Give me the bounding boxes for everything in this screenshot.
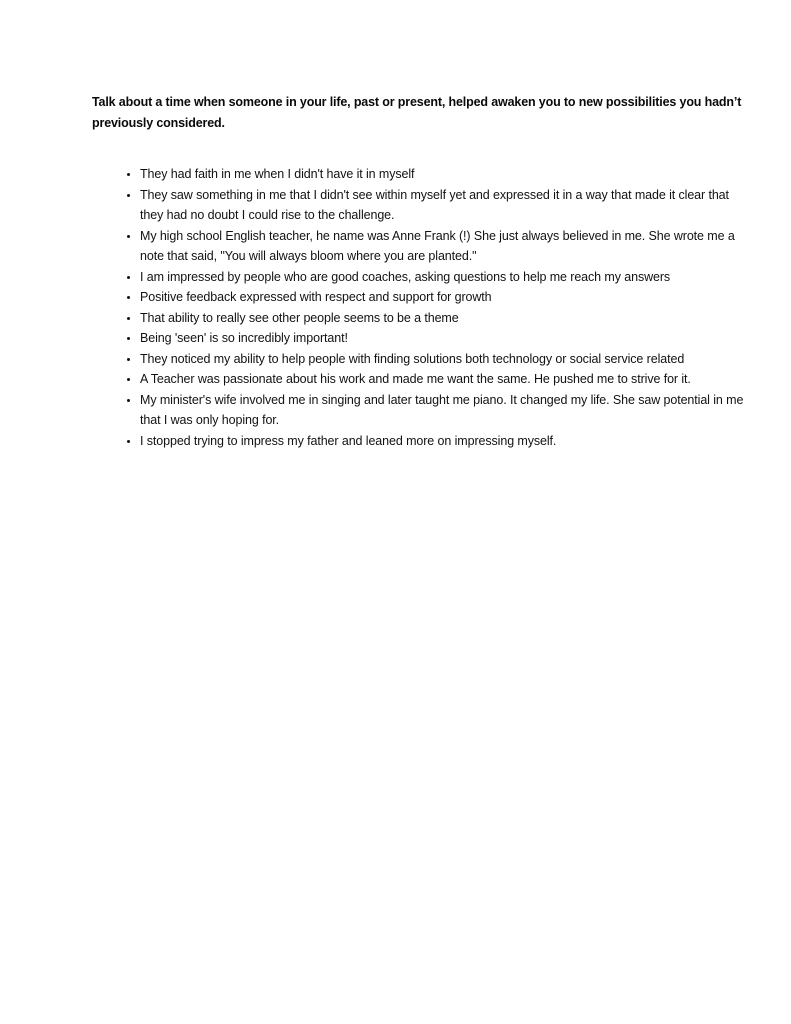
list-item: • A Teacher was passionate about his work and made me want the same. He pushed me to strive for it.	[140, 369, 752, 390]
list-item: • I am impressed by people who are good coaches, asking questions to help me reach my answers	[140, 267, 752, 288]
list-item: • My high school English teacher, he name was Anne Frank (!) She just always believed in me. She wrote me a note that said, "You will always bloom where you are planted."	[140, 226, 752, 267]
list-item: • That ability to really see other people seems to be a theme	[140, 308, 752, 329]
responses-list	[92, 164, 752, 451]
list-item: • They noticed my ability to help people with finding solutions both technology or social service related	[140, 349, 752, 370]
list-item: • They saw something in me that I didn't see within myself yet and expressed it in a way that made it clear that they had no doubt I could rise to the challenge.	[140, 185, 752, 226]
list-item: • Positive feedback expressed with respect and support for growth	[140, 287, 752, 308]
list-item: • I stopped trying to impress my father and leaned more on impressing myself.	[140, 431, 752, 452]
list-item: • Being 'seen' is so incredibly important!	[140, 328, 752, 349]
list-item: • My minister's wife involved me in singing and later taught me piano. It changed my life. She saw potential in me that I was only hoping for.	[140, 390, 752, 431]
list-item: • They had faith in me when I didn't have it in myself	[140, 164, 752, 185]
prompt-heading: Talk about a time when someone in your life, past or present, helped awaken you to new possibilities you hadn’t previously considered.	[92, 95, 742, 130]
